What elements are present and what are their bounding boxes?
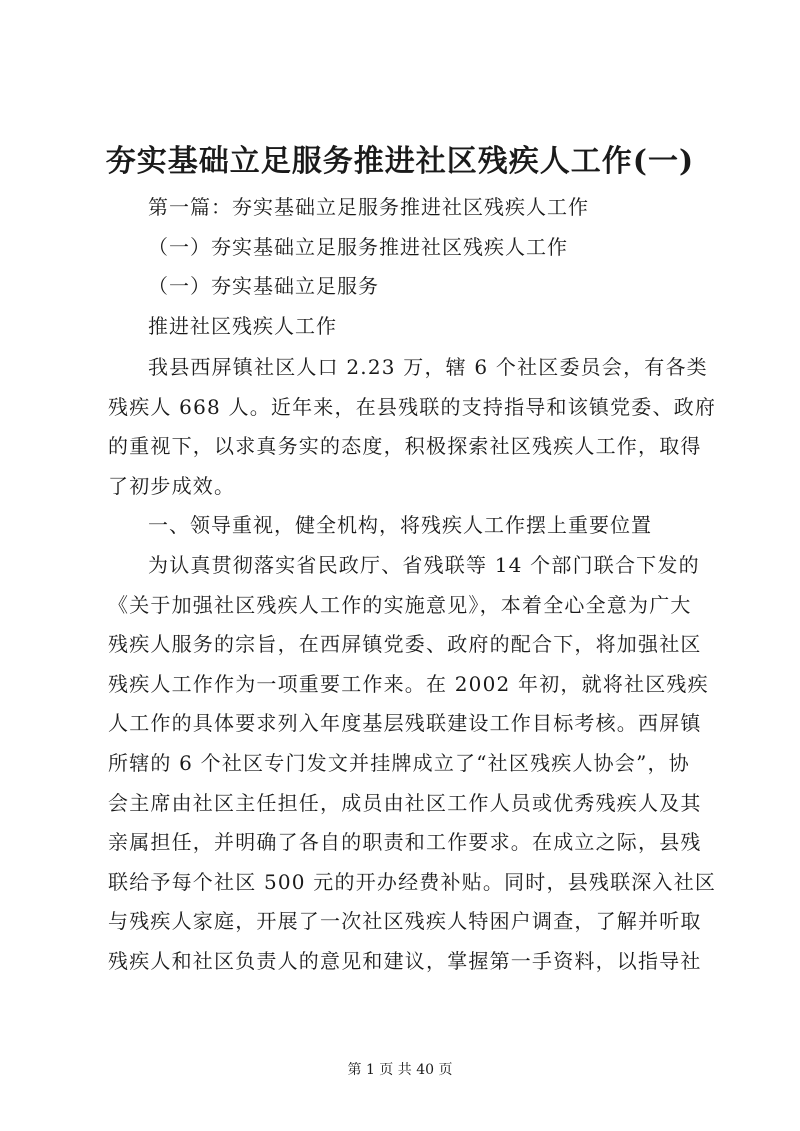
paragraph-line: 我县西屏镇社区人口 2.23 万，辖 6 个社区委员会，有各类 bbox=[148, 355, 708, 379]
sub-heading-3: 推进社区残疾人工作 bbox=[148, 314, 337, 338]
section-heading: 一、领导重视，健全机构，将残疾人工作摆上重要位置 bbox=[148, 513, 652, 537]
paragraph-line: 了初步成效。 bbox=[108, 473, 236, 498]
paragraph-line: 《关于加强社区残疾人工作的实施意见》，本着全心全意为广大 bbox=[108, 592, 692, 617]
document-title: 夯实基础立足服务推进社区残疾人工作(一) bbox=[105, 144, 695, 179]
paragraph-line: 的重视下，以求真务实的态度，积极探索社区残疾人工作，取得 bbox=[108, 434, 702, 459]
page-number-footer: 第 1 页 共 40 页 bbox=[347, 1062, 453, 1078]
paragraph-line: 残疾人工作作为一项重要工作来。在 2002 年初，就将社区残疾 bbox=[108, 671, 709, 696]
paragraph-intro bbox=[108, 348, 717, 506]
paragraph-line: 联给予每个社区 500 元的开办经费补贴。同时，县残联深入社区 bbox=[108, 869, 717, 894]
paragraph-line: 会主席由社区主任担任，成员由社区工作人员或优秀残疾人及其 bbox=[108, 790, 702, 815]
paragraph-line: 与残疾人家庭，开展了一次社区残疾人特困户调查，了解并听取 bbox=[108, 909, 702, 934]
paragraph-line: 为认真贯彻落实省民政厅、省残联等 14 个部门联合下发的 bbox=[148, 553, 700, 577]
sub-heading-1: （一）夯实基础立足服务推进社区残疾人工作 bbox=[148, 235, 568, 259]
chapter-heading: 第一篇：夯实基础立足服务推进社区残疾人工作 bbox=[148, 195, 589, 219]
paragraph-line: 所辖的 6 个社区专门发文并挂牌成立了“社区残疾人协会”，协 bbox=[108, 750, 690, 775]
paragraph-body bbox=[108, 546, 717, 982]
sub-heading-2: （一）夯实基础立足服务 bbox=[148, 274, 379, 298]
paragraph-line: 残疾人和社区负责人的意见和建议，掌握第一手资料，以指导社 bbox=[108, 948, 702, 973]
paragraph-line: 残疾人服务的宗旨，在西屏镇党委、政府的配合下，将加强社区 bbox=[108, 632, 702, 657]
paragraph-line: 人工作的具体要求列入年度基层残联建设工作目标考核。西屏镇 bbox=[108, 711, 702, 736]
paragraph-line: 残疾人 668 人。近年来，在县残联的支持指导和该镇党委、政府 bbox=[108, 394, 717, 419]
paragraph-line: 亲属担任，并明确了各自的职责和工作要求。在成立之际，县残 bbox=[108, 830, 702, 855]
